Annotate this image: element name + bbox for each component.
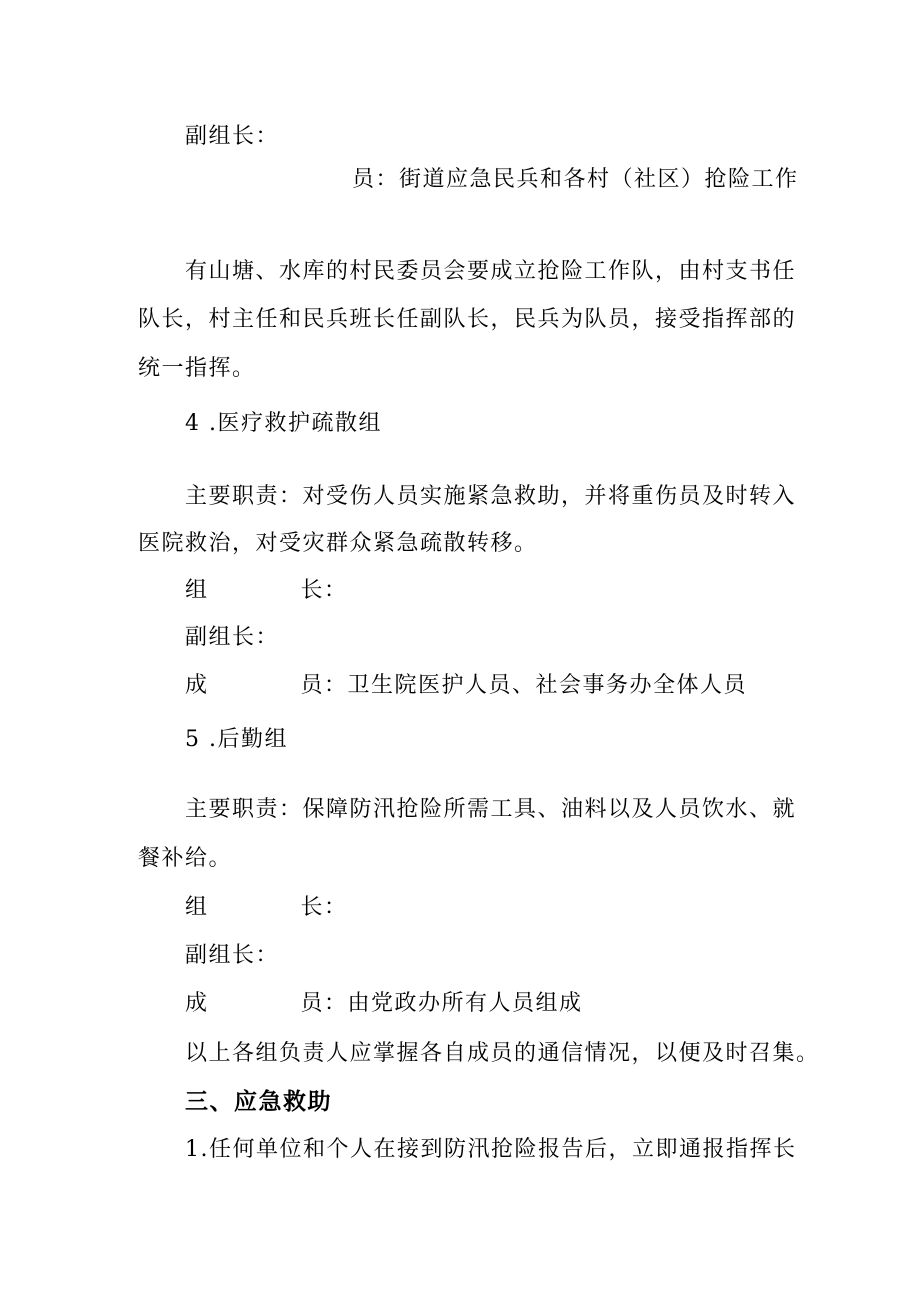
leader-char-2: 长：: [300, 578, 348, 603]
deputy-leader-label-2: 副组长：: [185, 625, 280, 650]
members-char-1: 成: [185, 991, 209, 1016]
leader-char-1: 组: [185, 578, 209, 603]
logistics-members-line: [185, 990, 583, 1018]
logistics-duties-line-1: 主要职责：保障防汛抢险所需工具、油料以及人员饮水、就: [185, 797, 797, 822]
paragraph-village-team-line-2: 队长，村主任和民兵班长任副队长，民兵为队员，接受指挥部的: [138, 307, 797, 332]
rescue-paragraph-line-1: 1.任何单位和个人在接到防汛抢险报告后，立即通报指挥长: [185, 1137, 797, 1162]
medical-members-line: [185, 672, 747, 700]
deputy-leader-label-3: 副组长：: [185, 943, 280, 968]
members-rest: 员：由党政办所有人员组成: [300, 991, 583, 1016]
medical-leader-line: [185, 577, 348, 605]
section-heading-emergency-rescue: 三、应急救助: [185, 1089, 332, 1115]
medical-duties-line-2: 医院救治，对受灾群众紧急疏散转移。: [138, 531, 538, 556]
summary-line: 以上各组负责人应掌握各自成员的通信情况，以便及时召集。: [185, 1041, 820, 1066]
paragraph-village-team-line-3: 统一指挥。: [138, 356, 256, 381]
members-rest: 员：卫生院医护人员、社会事务办全体人员: [300, 673, 748, 698]
medical-duties-line-1: 主要职责：对受伤人员实施紧急救助，并将重伤员及时转入: [185, 484, 797, 509]
members-char-1: 成: [185, 673, 209, 698]
section-title-logistics-group: 5 .后勤组: [185, 727, 288, 752]
leader-char-2: 长：: [300, 895, 348, 920]
logistics-duties-line-2: 餐补给。: [138, 846, 233, 871]
deputy-leader-label-1: 副组长：: [185, 124, 280, 149]
logistics-leader-line: [185, 894, 348, 922]
paragraph-village-team-line-1: 有山塘、水库的村民委员会要成立抢险工作队，由村支书任: [185, 259, 797, 284]
members-line-rescue-team: 员：街道应急民兵和各村（社区）抢险工作: [352, 167, 799, 192]
section-title-medical-group: 4 .医疗救护疏散组: [185, 411, 382, 436]
leader-char-1: 组: [185, 895, 209, 920]
